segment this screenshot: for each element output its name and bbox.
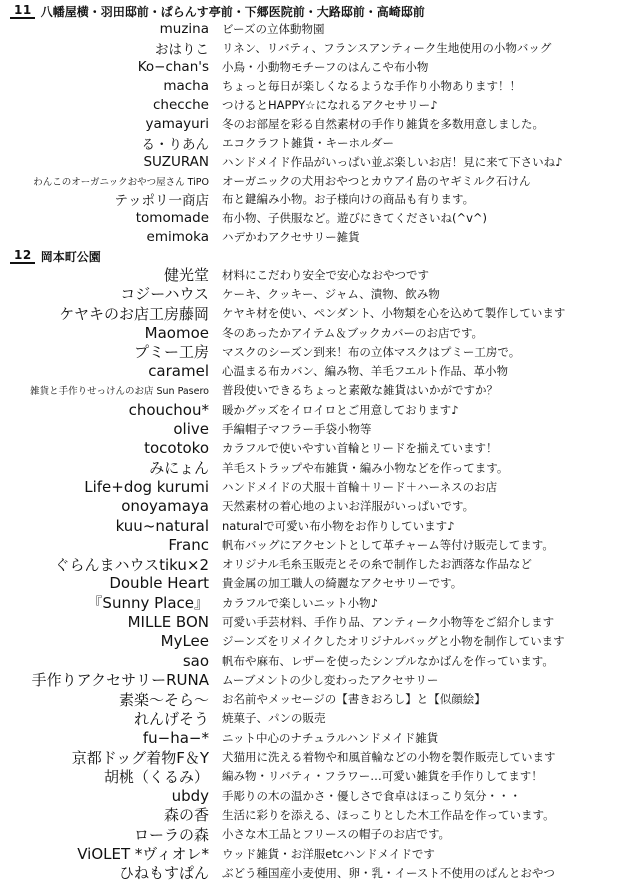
shop-name: 素楽〜そら〜 bbox=[118, 690, 209, 709]
shop-description: 手彫りの木の温かさ・優しさで食卓はほっこり気分・・・ bbox=[222, 788, 521, 803]
shop-name: わんこのオーガニックおやつ屋さん TiPO bbox=[33, 176, 209, 188]
shop-row bbox=[0, 323, 627, 342]
shop-row bbox=[0, 651, 627, 670]
shop-name: MyLee bbox=[160, 632, 209, 651]
shop-row bbox=[0, 228, 627, 247]
shop-description: ウッド雑貨・お洋服etcハンドメイドです bbox=[222, 846, 435, 861]
section-number: 12 bbox=[10, 248, 35, 264]
shop-name: tocotoko bbox=[144, 439, 209, 458]
shop-description: ハンドメイド作品がいっぱい並ぶ楽しいお店！見に来て下さいね♪ bbox=[222, 154, 563, 169]
shop-name: caramel bbox=[148, 362, 209, 381]
shop-name: Franc bbox=[168, 535, 209, 554]
shop-description: 貴金属の加工職人の綺麗なアクセサリーです。 bbox=[222, 576, 463, 591]
shop-name: macha bbox=[163, 78, 209, 95]
shop-name: chouchou* bbox=[128, 400, 209, 419]
shop-row bbox=[0, 304, 627, 323]
shop-row bbox=[0, 209, 627, 228]
shop-row bbox=[0, 20, 627, 39]
shop-name: 胡桃（くるみ） bbox=[103, 767, 209, 786]
shop-row bbox=[0, 690, 627, 709]
shop-description: つけるとHAPPY☆になれるアクセサリー♪ bbox=[222, 98, 438, 112]
shop-description: カラフルで使いやすい首輪とリードを揃えています！ bbox=[222, 441, 498, 456]
shop-row bbox=[0, 844, 627, 863]
shop-description: 手編帽子マフラー手袋小物等 bbox=[222, 422, 372, 437]
shop-description: 冬のあったかアイテム＆ブックカバーのお店です。 bbox=[222, 325, 484, 340]
shop-name: muzina bbox=[159, 21, 209, 38]
shop-description: 羊毛ストラップや布雑貨・編み小物などを作ってます。 bbox=[222, 460, 509, 475]
shop-name: コジーハウス bbox=[120, 285, 209, 304]
section-number: 11 bbox=[10, 3, 35, 19]
shop-name: ローラの森 bbox=[133, 825, 209, 844]
shop-name: ケヤキのお店工房藤岡 bbox=[59, 304, 209, 323]
shop-description: 天然素材の着心地のよいお洋服がいっぱいです。 bbox=[222, 499, 475, 514]
shop-row bbox=[0, 728, 627, 747]
shop-name: テッポリ一商店 bbox=[114, 193, 209, 210]
shop-name: れんげそう bbox=[133, 709, 209, 728]
shop-row bbox=[0, 497, 627, 516]
shop-row bbox=[0, 265, 627, 284]
shop-description: オリジナル毛糸玉販売とその糸で制作したお洒落な作品など bbox=[222, 557, 532, 572]
shop-row bbox=[0, 152, 627, 171]
section-title: 八幡屋横・羽田邸前・ぱらんす亭前・下郷医院前・大路邸前・高崎邸前 bbox=[40, 4, 425, 19]
shop-row bbox=[0, 77, 627, 96]
shop-name: checche bbox=[153, 97, 209, 113]
shop-row bbox=[0, 632, 627, 651]
shop-description: ちょっと毎日が楽しくなるような手作り小物あります！！ bbox=[222, 79, 521, 94]
shop-description: ぶどう種国産小麦使用、卵・乳・イースト不使用のぱんとおやつ bbox=[222, 865, 555, 880]
shop-description: 暖かグッズをイロイロとご用意しております♪ bbox=[222, 402, 459, 417]
shop-name: おはりこ bbox=[155, 42, 209, 59]
shop-description: naturalで可愛い布小物をお作りしています♪ bbox=[222, 518, 455, 533]
shop-description: 材料にこだわり安全で安心なおやつです bbox=[222, 267, 429, 282]
shop-row bbox=[0, 39, 627, 58]
shop-name: yamayuri bbox=[145, 115, 209, 132]
shop-name: emimoka bbox=[146, 229, 209, 246]
shop-description: ムーブメントの少し変わったアクセサリー bbox=[222, 672, 439, 687]
shop-name: ぐらんまハウスtiku×2 bbox=[54, 555, 209, 574]
shop-row bbox=[0, 342, 627, 361]
shop-name: プミー工房 bbox=[133, 343, 209, 362]
shop-row bbox=[0, 439, 627, 458]
shop-name: SUZURAN bbox=[143, 153, 209, 170]
shop-description: 普段使いできるちょっと素敵な雑貨はいかがですか？ bbox=[222, 383, 498, 398]
shop-row bbox=[0, 114, 627, 133]
shop-name: Life+dog kurumi bbox=[84, 477, 209, 496]
shop-name: る・りあん bbox=[141, 136, 209, 153]
shop-row bbox=[0, 458, 627, 477]
shop-name: ViOLET *ヴィオレ* bbox=[77, 845, 209, 864]
shop-list bbox=[0, 20, 627, 247]
shop-row bbox=[0, 709, 627, 728]
shop-row bbox=[0, 419, 627, 438]
shop-description: ケヤキ材を使い、ペンダント、小物類を心を込めて製作しています bbox=[222, 306, 566, 321]
shop-description: 小鳥・小動物モチーフのはんこや布小物 bbox=[222, 60, 429, 75]
shop-description: ハデかわアクセサリー雑貨 bbox=[222, 230, 360, 245]
shop-row bbox=[0, 670, 627, 689]
shop-name: 健光堂 bbox=[163, 266, 209, 285]
shop-name: MILLE BON bbox=[127, 612, 209, 631]
shop-description: 編み物・リバティ・フラワー…可愛い雑貨を手作りしてます！ bbox=[222, 769, 543, 784]
shop-name: 京都ドッグ着物F＆Y bbox=[71, 748, 209, 767]
shop-row bbox=[0, 554, 627, 573]
shop-row bbox=[0, 381, 627, 400]
shop-row bbox=[0, 805, 627, 824]
shop-row bbox=[0, 400, 627, 419]
shop-description: ケーキ、クッキー、ジャム、漬物、飲み物 bbox=[222, 286, 440, 301]
shop-name: fu−ha−* bbox=[142, 728, 209, 747]
shop-row bbox=[0, 747, 627, 766]
shop-description: カラフルで楽しいニット小物♪ bbox=[222, 595, 378, 610]
shop-row bbox=[0, 361, 627, 380]
shop-description: 生活に彩りを添える、ほっこりとした木工作品を作っています。 bbox=[222, 807, 555, 822]
shop-row bbox=[0, 96, 627, 115]
shop-name: Maomoe bbox=[144, 323, 209, 342]
shop-description: ハンドメイドの犬服＋首輪＋リード＋ハーネスのお店 bbox=[222, 479, 498, 494]
shop-description: ジーンズをリメイクしたオリジナルバッグと小物を制作しています bbox=[222, 634, 565, 649]
shop-row bbox=[0, 825, 627, 844]
shop-description: 可愛い手芸材料、手作り品、アンティーク小物等をご紹介します bbox=[222, 614, 555, 629]
shop-row bbox=[0, 171, 627, 190]
shop-row bbox=[0, 133, 627, 152]
shop-description: ニット中心のナチュラルハンドメイド雑貨 bbox=[222, 730, 439, 745]
shop-name: 雑貨と手作りせっけんのお店 Sun Pasero bbox=[30, 386, 209, 398]
shop-description: エコクラフト雑貨・キーホルダー bbox=[222, 135, 395, 150]
shop-description: ビーズの立体動物園 bbox=[222, 22, 325, 37]
shop-name: みにょん bbox=[149, 459, 209, 478]
shop-description: 布小物、子供服など。遊びにきてくださいね(^v^) bbox=[222, 211, 488, 226]
shop-name: 『Sunny Place』 bbox=[87, 594, 209, 613]
shop-name: Double Heart bbox=[109, 574, 209, 593]
shop-description: 犬猫用に洗える着物や和風首輪などの小物を製作販売しています bbox=[222, 750, 556, 765]
shop-row bbox=[0, 574, 627, 593]
shop-name: 手作りアクセサリーRUNA bbox=[31, 671, 209, 690]
shop-description: 帆布バッグにアクセントとして革チャーム等付け販売してます。 bbox=[222, 537, 554, 552]
shop-row bbox=[0, 516, 627, 535]
shop-row bbox=[0, 593, 627, 612]
shop-description: マスクのシーズン到来！布の立体マスクはプミー工房で。 bbox=[222, 344, 521, 359]
section-12 bbox=[0, 247, 627, 883]
shop-row bbox=[0, 535, 627, 554]
section-header bbox=[0, 247, 627, 265]
shop-row bbox=[0, 58, 627, 77]
shop-description: 心温まる布カバン、編み物、羊毛フエルト作品、革小物 bbox=[222, 364, 509, 379]
shop-description: 布と鍵編み小物。お子様向けの商品も有ります。 bbox=[222, 192, 475, 207]
shop-row bbox=[0, 284, 627, 303]
shop-row bbox=[0, 190, 627, 209]
shop-name: sao bbox=[182, 651, 209, 670]
shop-row bbox=[0, 767, 627, 786]
shop-row bbox=[0, 863, 627, 882]
shop-name: olive bbox=[173, 420, 209, 439]
shop-name: ubdy bbox=[171, 786, 209, 805]
shop-description: 小さな木工品とフリースの帽子のお店です。 bbox=[222, 827, 451, 842]
section-title: 岡本町公園 bbox=[40, 249, 101, 264]
shop-name: onoyamaya bbox=[121, 497, 209, 516]
shop-description: 焼菓子、パンの販売 bbox=[222, 711, 326, 726]
shop-description: オーガニックの犬用おやつとカウアイ島のヤギミルク石けん bbox=[222, 173, 531, 188]
shop-description: 帆布や麻布、レザーを使ったシンプルなかばんを作っています。 bbox=[222, 653, 554, 668]
section-11 bbox=[0, 2, 627, 247]
shop-row bbox=[0, 786, 627, 805]
shop-description: お名前やメッセージの【書きおろし】と【似顔絵】 bbox=[222, 692, 486, 707]
shop-list bbox=[0, 265, 627, 883]
shop-description: リネン、リバティ、フランスアンティーク生地使用の小物バッグ bbox=[222, 41, 552, 56]
shop-name: kuu~natural bbox=[115, 516, 209, 535]
section-header bbox=[0, 2, 627, 20]
shop-name: 森の香 bbox=[163, 806, 209, 825]
shop-row bbox=[0, 477, 627, 496]
shop-name: Ko−chan's bbox=[137, 59, 209, 76]
shop-row bbox=[0, 612, 627, 631]
shop-description: 冬のお部屋を彩る自然素材の手作り雑貨を多数用意しました。 bbox=[222, 116, 544, 131]
shop-name: ひねもすぱん bbox=[118, 864, 209, 883]
shop-name: tomomade bbox=[135, 210, 209, 227]
